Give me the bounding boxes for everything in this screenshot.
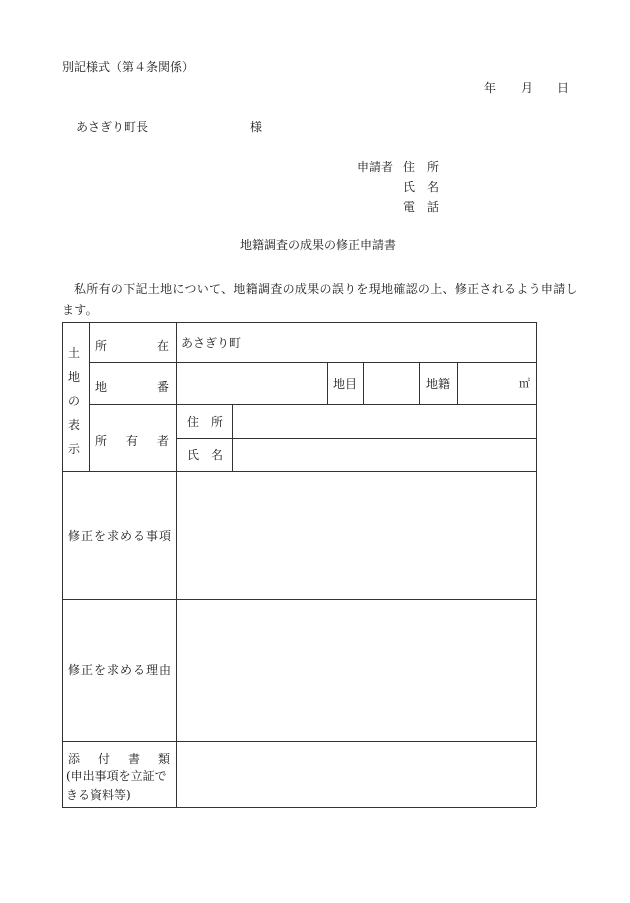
table-line xyxy=(176,438,536,439)
form-label: 別記様式（第４条関係） xyxy=(62,60,195,74)
land-display-heading: 土地の表示 xyxy=(67,346,80,456)
attachments-label xyxy=(68,750,170,767)
table-border-right xyxy=(536,322,537,807)
area-unit: ㎡ xyxy=(519,377,530,390)
correction-reason-label: 修正を求める理由 xyxy=(68,663,173,677)
table-line xyxy=(363,362,364,404)
owner-label-char: 所 xyxy=(95,434,108,448)
table-line xyxy=(232,404,233,471)
attachments-note-line2: きる資料等) xyxy=(66,788,131,802)
table-border-bottom xyxy=(62,807,536,808)
document-title: 地籍調査の成果の修正申請書 xyxy=(240,238,397,252)
lot-number-label-char: 番 xyxy=(156,380,169,394)
lot-number-label xyxy=(95,378,169,395)
location-label xyxy=(95,337,169,354)
table-line xyxy=(62,741,536,742)
lot-number-label-char: 地 xyxy=(95,380,108,394)
table-border-left xyxy=(62,322,63,807)
attachments-label-char: 書 xyxy=(127,752,140,766)
table-line xyxy=(419,362,420,404)
addressee-name: あさぎり町長 xyxy=(76,120,149,134)
attachments-label-char: 類 xyxy=(157,752,170,766)
owner-label xyxy=(95,432,169,449)
location-label-char: 在 xyxy=(156,339,169,353)
land-category-label: 地目 xyxy=(333,377,358,391)
table-line xyxy=(176,322,177,807)
table-border-top xyxy=(62,322,536,323)
table-line xyxy=(62,599,536,600)
correction-items-label: 修正を求める事項 xyxy=(68,529,173,543)
table-line xyxy=(89,362,536,363)
applicant-phone-label: 電 話 xyxy=(403,200,440,214)
addressee-honorific: 様 xyxy=(250,120,263,134)
date-day-label: 日 xyxy=(557,81,570,95)
table-line xyxy=(89,322,90,471)
body-text: 私所有の下記土地について、地籍調査の成果の誤りを現地確認の上、修正されるよう申請します。 xyxy=(62,282,578,317)
owner-address-label: 住 所 xyxy=(187,415,224,429)
date-month-label: 月 xyxy=(521,81,534,95)
table-line xyxy=(89,404,536,405)
owner-name-label: 氏 名 xyxy=(187,448,224,462)
attachments-label-char: 付 xyxy=(97,752,110,766)
table-line xyxy=(327,362,328,404)
applicant-name-label: 氏 名 xyxy=(403,180,440,194)
applicant-label: 申請者 xyxy=(357,160,394,174)
attachments-label-char: 添 xyxy=(68,752,81,766)
attachments-note-line1: (申出事項を立証で xyxy=(66,769,167,783)
table-line xyxy=(62,471,536,472)
applicant-address-label: 住 所 xyxy=(403,160,440,174)
area-label: 地籍 xyxy=(426,377,451,391)
location-label-char: 所 xyxy=(95,339,108,353)
date-year-label: 年 xyxy=(484,81,497,95)
owner-label-char: 有 xyxy=(125,434,138,448)
location-value: あさぎり町 xyxy=(181,336,242,350)
owner-label-char: 者 xyxy=(156,434,169,448)
table-line xyxy=(457,362,458,404)
